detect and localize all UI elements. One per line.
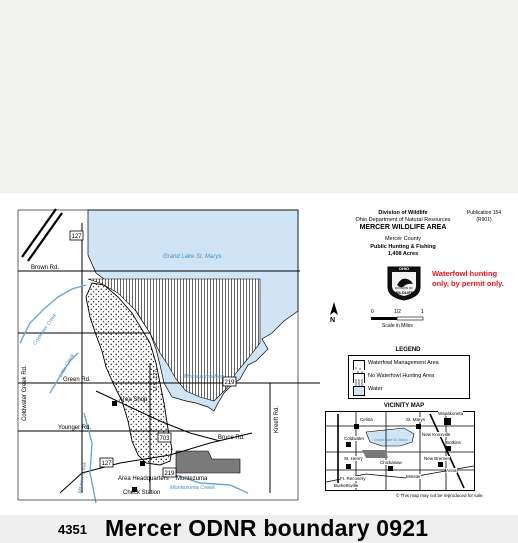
vicinity-place-anna: Anna: [446, 468, 457, 473]
publication-code: (R901): [476, 216, 492, 223]
copyright-text: © This map may not be reproduced for sale.: [396, 493, 484, 498]
waterfowl-notice: [432, 269, 518, 289]
vicinity-place-st-marys: St. Marys: [406, 417, 426, 422]
badge-bottom-text-1: DIVISION OF: [394, 286, 414, 290]
scale-half: 1/2: [394, 309, 401, 315]
vicinity-title: VICINITY MAP: [383, 403, 425, 409]
vicinity-place-new-knoxville: New Knoxville: [422, 432, 451, 437]
notice-line-1: Waterfowl hunting: [432, 269, 498, 278]
vicinity-place-chickasaw: Chickasaw: [380, 460, 402, 465]
area-shop-label: Area Shop: [119, 397, 148, 403]
legend-item-1: No Waterfowl Hunting Area: [368, 373, 435, 379]
younger-road-label: Younger Rd.: [58, 425, 92, 431]
notice-line-2: only, by permit only.: [432, 279, 504, 288]
legend-swatch-dots: [353, 360, 365, 370]
kreeft-road-label: Kreeft Rd.: [274, 405, 280, 433]
vicinity-lake-label: Grand Lake St. Marys: [374, 438, 409, 442]
area-headquarters-zone: [176, 451, 240, 473]
use-block: [348, 244, 458, 258]
scale-zero: 0: [371, 309, 374, 315]
header-block: [348, 210, 458, 224]
coldwater-creek-road-label: Coldwater Creek Rd.: [22, 365, 28, 421]
map-sheet: [0, 193, 518, 515]
us127-road-label: U.S. 127: [153, 369, 159, 391]
coldwater-creek-label: Coldwater Creek: [32, 312, 59, 347]
footer-code: 4351: [58, 522, 87, 537]
route-127-shield: 127: [71, 234, 82, 240]
legend-item-0: Waterfowl Management Area: [368, 360, 439, 366]
area-hq-marker: [140, 461, 145, 466]
montezuma-creek-label: Montezuma Creek: [170, 485, 215, 491]
vicinity-place-st-henry: St. Henry: [344, 456, 363, 461]
green-road-label: Green Rd.: [63, 377, 91, 383]
vicinity-place-coldwater: Coldwater: [344, 436, 365, 441]
vicinity-place-new-bremen: New Bremen: [424, 456, 451, 461]
route-219-shield-south: 219: [164, 471, 175, 477]
legend-swatch-water: [353, 386, 365, 396]
badge-bottom-text-2: WILDLIFE: [394, 290, 414, 295]
publication-text: Publication 154: [466, 210, 502, 216]
route-703-shield: 703: [159, 436, 170, 442]
route-219-shield: 219: [224, 380, 235, 386]
montezuma-bay-label: Montezuma Bay: [184, 374, 224, 380]
footer-title: Mercer ODNR boundary 0921: [105, 515, 429, 541]
vicinity-map: [325, 411, 475, 491]
scale-one: 1: [421, 309, 424, 315]
vicinity-place-ft-recovery: Ft. Recovery: [340, 476, 366, 481]
check-station-label: Check Station: [123, 490, 161, 496]
acres-text: 1,408 Acres: [387, 251, 419, 257]
division-text: Division of Wildlife: [378, 210, 428, 216]
scale-bar: [370, 316, 430, 322]
area-shop-marker: [112, 401, 117, 406]
area-headquarters-label: Area Headquarters: [118, 476, 169, 482]
legend-box: [348, 355, 470, 399]
legend-swatch-lines: [353, 373, 365, 383]
legend-title: LEGEND: [395, 347, 421, 353]
area-name-title: MERCER WILDLIFE AREA: [359, 224, 447, 231]
compass-label: N: [330, 317, 336, 324]
brown-road-label: Brown Rd.: [31, 265, 60, 271]
department-text: Ohio Department of Natural Resources: [355, 217, 451, 223]
wildlife-badge: [385, 263, 423, 301]
vicinity-place-wapakoneta: Wapakoneta: [438, 411, 464, 416]
lake-label: Grand Lake St. Marys: [163, 254, 222, 260]
county-text: Mercer County: [384, 236, 422, 242]
vicinity-place-celina: Celina: [360, 417, 373, 422]
publication-block: [462, 210, 506, 223]
montezuma-label: Montezuma: [176, 476, 208, 482]
vicinity-place-minster: Minster: [406, 474, 421, 479]
scale-caption: Scale in Miles: [382, 323, 413, 329]
vicinity-place-burkettsville: Burkettsville: [334, 483, 359, 488]
footer-bar: [0, 515, 518, 543]
little-creek-label: Little Creek: [58, 353, 76, 378]
route-127-shield-south: 127: [101, 461, 112, 467]
vicinity-place-botkins: Botkins: [446, 440, 461, 445]
badge-top-text: OHIO: [398, 266, 410, 271]
legend-item-2: Water: [368, 386, 383, 392]
minnow-creek-label: Minnow Creek: [77, 461, 89, 495]
use-text: Public Hunting & Fishing: [370, 244, 436, 250]
bruce-road-label: Bruce Rd.: [218, 435, 245, 441]
railroad: [22, 209, 62, 261]
